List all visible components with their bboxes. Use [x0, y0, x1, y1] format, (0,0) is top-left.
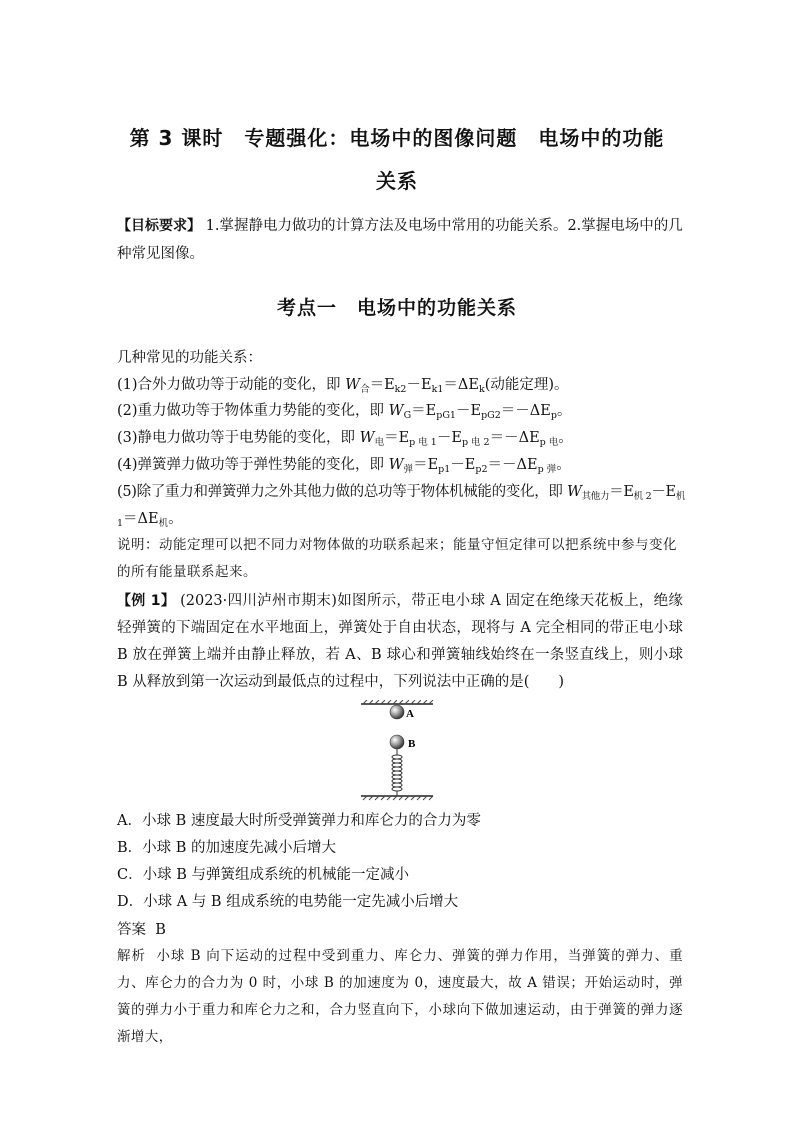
sub-pdian2: p 电 2	[461, 437, 490, 448]
label-a: A	[406, 708, 414, 720]
eq-part: 。	[556, 457, 571, 473]
goal-tag: 【目标要求】	[117, 218, 201, 234]
eq-part: －E	[455, 403, 482, 419]
sub-g: G	[403, 410, 412, 421]
relation-4	[117, 453, 687, 475]
ball-a	[390, 705, 404, 719]
option-c: C．小球 B 与弹簧组成系统的机械能一定减小	[117, 867, 409, 883]
note-text: 说明：动能定理可以把不同力对物体做的功联系起来；能量守恒定律可以把系统中参与变化的所有能量联系起来。	[117, 537, 677, 580]
section-heading: 考点一 电场中的功能关系	[276, 297, 517, 319]
sub-one: 1	[117, 518, 124, 529]
example-1	[117, 588, 683, 696]
eq-part: ＝E	[609, 484, 634, 500]
sub-pg2: pG2	[481, 410, 501, 421]
eq-part: －E	[651, 484, 676, 500]
relation-5	[117, 480, 687, 502]
relation-5-cont	[117, 507, 687, 529]
lesson-title-line1: 第 3 课时 专题强化：电场中的图像问题 电场中的功能	[129, 126, 665, 150]
sub-p1: p1	[438, 464, 451, 475]
eq-part: (动能定理)。	[484, 377, 569, 393]
eq-part: ＝－ΔE	[500, 403, 551, 419]
sub-ji: 机	[158, 518, 169, 529]
sub-ptan: p 弹	[537, 464, 557, 475]
eq-part: ＝－ΔE	[487, 457, 538, 473]
sub-he: 合	[360, 384, 370, 395]
symbol-w: W	[388, 457, 404, 473]
eq-part: －E	[436, 430, 462, 446]
relation-4-text: (4)弹簧弹力做功等于弹性势能的变化，即	[117, 457, 389, 473]
eq-part: ＝ΔE	[443, 377, 479, 393]
example-tag: 【例 1】	[117, 593, 176, 609]
relation-3	[117, 426, 687, 448]
example-source: (2023·四川泸州市期末)	[180, 593, 337, 609]
analysis-tag: 解析	[117, 948, 146, 964]
sub-k: k	[478, 384, 485, 395]
eq-part: ＝E	[384, 430, 410, 446]
sub-tan: 弹	[403, 464, 414, 475]
option-a: A．小球 B 速度最大时所受弹簧弹力和库仑力的合力为零	[117, 813, 481, 829]
sub-dian: 电	[374, 437, 385, 448]
relation-1-text: (1)合外力做功等于动能的变化，即	[117, 377, 346, 393]
symbol-w: W	[566, 484, 582, 500]
learning-goals	[117, 212, 683, 268]
sub-k2: k2	[394, 384, 407, 395]
sub-pdian: p 电	[539, 437, 559, 448]
eq-part: ＝－ΔE	[489, 430, 540, 446]
answer-label: 答案	[117, 922, 146, 938]
intro-text: 几种常见的功能关系：	[117, 350, 262, 366]
ground	[361, 796, 433, 800]
analysis	[117, 943, 683, 1051]
relation-2	[117, 399, 687, 421]
eq-part: ＝E	[369, 377, 395, 393]
ceiling	[361, 700, 433, 704]
option-b: B．小球 B 的加速度先减小后增大	[117, 840, 337, 856]
sub-ji: 机	[675, 491, 686, 502]
answer	[117, 918, 166, 939]
eq-part: －E	[450, 457, 476, 473]
eq-part: －E	[406, 377, 432, 393]
sub-other: 其他力	[581, 491, 610, 502]
relation-5-text: (5)除了重力和弹簧弹力之外其他力做的总功等于物体机械能的变化，即	[117, 484, 567, 500]
spring-ball-figure	[355, 700, 445, 802]
eq-part: 。	[558, 430, 573, 446]
spring	[392, 749, 402, 796]
symbol-w: W	[359, 430, 375, 446]
lesson-title-line2: 关系	[376, 169, 418, 193]
analysis-text: 小球 B 向下运动的过程中受到重力、库仑力、弹簧的弹力作用，当弹簧的弹力、重力、库仑力的合力为 0 时，小球 B 的加速度为 0，速度最大，故 A 错误；开始运动时，弹簧的弹力小于重力和库仑力之和，合力竖直向下，小球向下做加速运动，由于弹簧的弹力逐渐增大，	[117, 948, 683, 1045]
sub-pg1: pG1	[436, 410, 456, 421]
label-b: B	[408, 738, 416, 750]
ball-b	[390, 735, 404, 749]
symbol-w: W	[345, 377, 361, 393]
relation-2-text: (2)重力做功等于物体重力势能的变化，即	[117, 403, 389, 419]
example-text: 如图所示，带正电小球 A 固定在绝缘天花板上，绝缘轻弹簧的下端固定在水平地面上，弹簧处于自由状态，现将与 A 完全相同的带正电小球 B 放在弹簧上端并由静止释放，若 A、B 球心和弹簧轴线始终在一条竖直线上，则小球 B 从释放到第一次运动到最低点的过程中，下列说法中正确的是( )	[117, 593, 683, 690]
eq-part: ＝ΔE	[123, 511, 159, 527]
goal-text: 1.掌握静电力做功的计算方法及电场中常用的功能关系。2.掌握电场中的几种常见图像。	[117, 218, 683, 262]
symbol-w: W	[388, 403, 404, 419]
answer-value: B	[155, 922, 166, 938]
sub-p2: p2	[475, 464, 488, 475]
eq-part: 。	[556, 403, 572, 419]
eq-part: ＝E	[413, 457, 439, 473]
eq-part: 。	[168, 511, 183, 527]
eq-part: ＝E	[411, 403, 437, 419]
sub-pdian1: p 电 1	[409, 437, 437, 448]
option-d: D．小球 A 与 B 组成系统的电势能一定先减小后增大	[117, 894, 459, 910]
relation-3-text: (3)静电力做功等于电势能的变化，即	[117, 430, 360, 446]
sub-ji2: 机 2	[633, 491, 652, 502]
relation-1	[117, 373, 687, 395]
sub-k1: k1	[431, 384, 444, 395]
sub-p: p	[550, 410, 557, 421]
